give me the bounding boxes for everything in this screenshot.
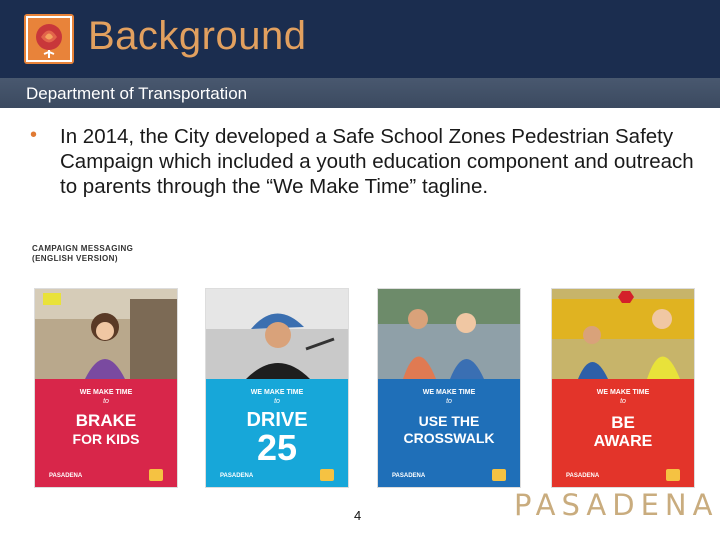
poster-brake-for-kids <box>34 288 178 488</box>
poster-headline-1: BE <box>611 413 635 432</box>
campaign-label-line2: (ENGLISH VERSION) <box>32 254 118 263</box>
poster-tagline: WE MAKE TIME <box>79 389 133 396</box>
school-badge-icon <box>666 469 680 481</box>
campaign-label <box>32 244 133 264</box>
poster-photo-girl <box>35 289 177 379</box>
poster-headline-1: BRAKE <box>75 411 137 430</box>
poster-brand: PASADENA <box>220 473 254 479</box>
poster-tagline: WE MAKE TIME <box>596 389 650 396</box>
poster-to: to <box>620 398 626 405</box>
body-paragraph: In 2014, the City developed a Safe School Zones Pedestrian Safety Campaign which included a youth education component and outreach to parents through the “We Make Time” tagline. <box>60 125 694 198</box>
school-badge-icon <box>320 469 334 481</box>
poster-use-the-crosswalk <box>377 288 521 488</box>
pasadena-wordmark: PASADENA <box>514 488 719 522</box>
poster-to: to <box>274 398 280 405</box>
campaign-label-line1: CAMPAIGN MESSAGING <box>32 244 134 253</box>
poster-headline-1: DRIVE <box>246 409 308 431</box>
poster-headline-2: AWARE <box>593 433 653 450</box>
poster-photo-kids-walking <box>378 289 520 379</box>
school-badge-icon <box>492 469 506 481</box>
poster-headline-1: USE THE <box>418 413 480 429</box>
poster-tagline: WE MAKE TIME <box>422 389 476 396</box>
poster-brand: PASADENA <box>49 473 83 479</box>
poster-headline-2: FOR KIDS <box>72 431 140 447</box>
poster-tagline: WE MAKE TIME <box>250 389 304 396</box>
bullet-icon: • <box>30 124 38 146</box>
poster-be-aware <box>551 288 695 488</box>
poster-drive-25 <box>205 288 349 488</box>
poster-headline-2: CROSSWALK <box>403 430 495 446</box>
page-title: Background <box>88 14 307 58</box>
poster-photo-cyclist <box>206 289 348 379</box>
page-number: 4 <box>354 508 362 523</box>
poster-brand: PASADENA <box>566 473 600 479</box>
poster-to: to <box>103 398 109 405</box>
poster-photo-crossing-guard <box>552 289 694 379</box>
poster-to: to <box>446 398 452 405</box>
poster-brand: PASADENA <box>392 473 426 479</box>
department-subtitle: Department of Transportation <box>26 84 248 103</box>
rose-logo-icon <box>24 14 74 64</box>
poster-headline-2: 25 <box>256 427 298 468</box>
school-badge-icon <box>149 469 163 481</box>
